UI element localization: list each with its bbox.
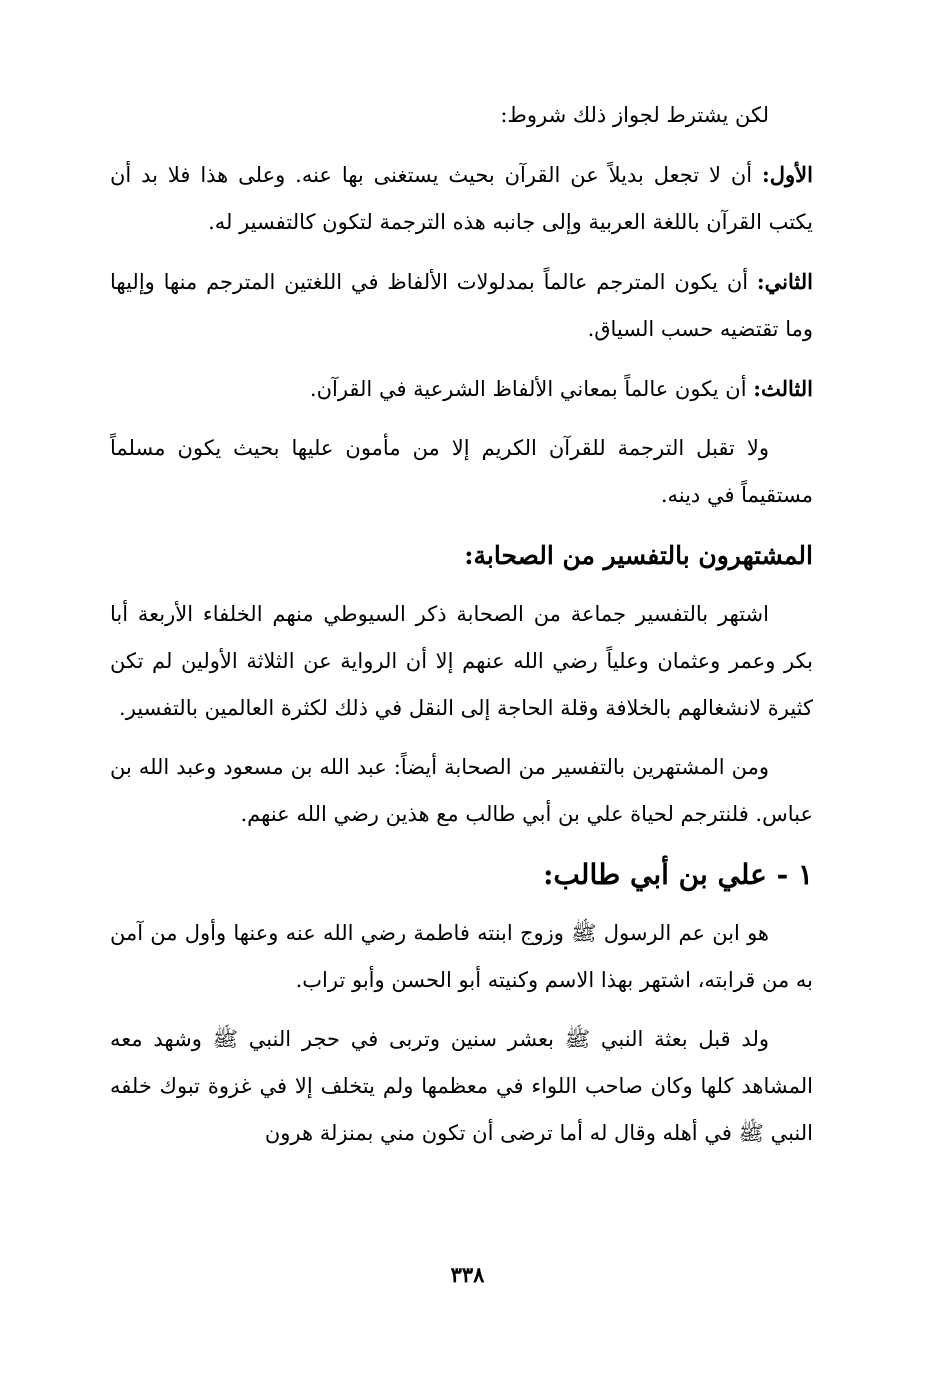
condition-second-text: أن يكون المترجم عالماً بمدلولات الألفاظ في اللغتين المترجم منها وإليها وما تقتضيه حسب السياق.	[110, 270, 813, 341]
famous-companions-paragraph-2: ومن المشتهرين بالتفسير من الصحابة أيضاً: عبد الله بن مسعود وعبد الله بن عباس. فلنترجم لحياة علي بن أبي طالب مع هذين رضي الله عنهم.	[110, 755, 813, 826]
condition-third-text: أن يكون عالماً بمعاني الألفاظ الشرعية في القرآن.	[309, 377, 754, 401]
condition-second-label: الثاني:	[756, 269, 813, 294]
condition-first-paragraph	[110, 151, 813, 246]
condition-third-label: الثالث:	[753, 376, 813, 401]
acceptance-paragraph: ولا تقبل الترجمة للقرآن الكريم إلا من مأمون عليها بحيث يكون مسلماً مستقيماً في دينه.	[110, 436, 813, 507]
page-number: ٣٣٨	[450, 1262, 485, 1287]
condition-first-text: أن لا تجعل بديلاً عن القرآن بحيث يستغنى بها عنه. وعلى هذا فلا بد أن يكتب القرآن باللغة العربية وإلى جانبه هذه الترجمة لتكون كالتفسير له.	[110, 163, 813, 234]
condition-second-paragraph	[110, 258, 813, 353]
ali-paragraph-2: ولد قبل بعثة النبي ﷺ بعشر سنين وتربى في حجر النبي ﷺ وشهد معه المشاهد كلها وكان صاحب اللواء في معظمها ولم يتخلف إلا في غزوة تبوك خلفه النبي ﷺ في أهله وقال له أما ترضى أن تكون مني بمنزلة هرون	[110, 1027, 813, 1145]
condition-third-paragraph	[110, 365, 813, 413]
famous-companions-paragraph-1: اشتهر بالتفسير جماعة من الصحابة ذكر السيوطي منهم الخلفاء الأربعة أبا بكر وعمر وعثمان وعلياً رضي الله عنهم إلا أن الرواية عن الثلاثة الأولين لم تكن كثيرة لانشغالهم بالخلافة وقلة الحاجة إلى النقل في ذلك لكثرة العالمين بالتفسير.	[110, 602, 813, 720]
ali-paragraph-1: هو ابن عم الرسول ﷺ وزوج ابنته فاطمة رضي الله عنه وعنها وأول من آمن به من قرابته، اشتهر بهذا الاسم وكنيته أبو الحسن وأبو تراب.	[110, 921, 813, 992]
intro-paragraph: لكن يشترط لجواز ذلك شروط:	[500, 103, 769, 127]
ali-heading: ١ - علي بن أبي طالب:	[543, 858, 813, 891]
condition-first-label: الأول:	[762, 162, 813, 187]
famous-companions-heading: المشتهرون بالتفسير من الصحابة:	[464, 541, 813, 570]
